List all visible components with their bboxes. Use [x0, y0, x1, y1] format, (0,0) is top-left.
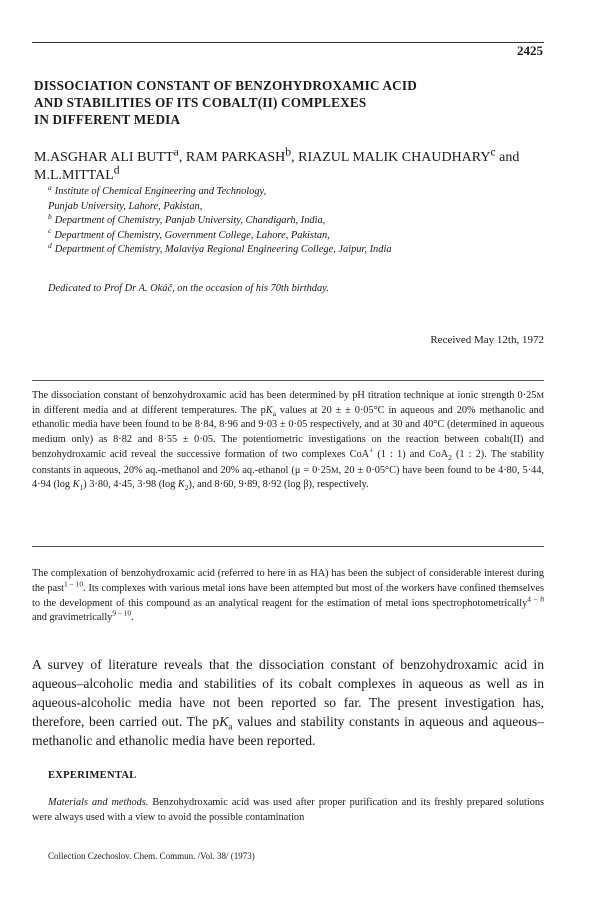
subscript-two: 2 [184, 483, 189, 493]
affiliation-text: Institute of Chemical Engineering and Technology, [54, 186, 267, 197]
abstract-top-rule [32, 380, 544, 381]
subscript-a: a [228, 722, 233, 733]
abstract-bottom-rule [32, 546, 544, 547]
received-date: Received May 12th, 1972 [430, 334, 544, 346]
article-title [34, 77, 554, 128]
section-heading: EXPERIMENTAL [48, 770, 137, 781]
citation: 1 – 10 [63, 579, 84, 589]
affiliation-mark: c [48, 226, 52, 236]
body-text: and gravimetrically [32, 612, 113, 624]
abstract-text: ), and 8·60, 9·89, 8·92 (log β), respectively. [188, 479, 369, 491]
title-line-1: DISSOCIATION CONSTANT OF BENZOHYDROXAMIC ACID [34, 78, 417, 93]
affiliation [48, 226, 568, 244]
symbol-k: K [72, 479, 80, 491]
subscript-one: 1 [79, 483, 84, 493]
citation: 4 – 8 [527, 594, 544, 604]
introduction-paragraph-1 [32, 567, 544, 626]
author-mark: d [113, 163, 120, 177]
author-name: M.ASGHAR ALI BUTT [34, 150, 174, 165]
affiliation-text: Department of Chemistry, Malaviya Regional Engineering College, Jaipur, India [54, 244, 392, 255]
author-list: M.ASGHAR ALI BUTT$^a$, RAM PARKASH$^b$, RIAZUL MALIK CHAUDHARY$^c$ and M.L.MITTAL$^d$ [34, 145, 520, 183]
author-conjunction: and [499, 150, 520, 165]
body-text: . [131, 612, 134, 624]
author-name: M.L.MITTAL [34, 168, 114, 183]
author-mark: c [490, 145, 496, 159]
subscript-two: 2 [448, 452, 452, 462]
affiliation-text: Punjab University, Lahore, Pakistan, [48, 200, 203, 212]
affiliation [48, 211, 568, 229]
body-text: The complexation of benzohydroxamic acid (referred to here in as HA) has been the subject of considerable interest during the past [32, 568, 544, 594]
subscript-a: a [272, 408, 277, 418]
abstract-text: , 20 ± 0·05°C) have been found to be 4·80, 5·44, 4·94 (log [32, 464, 544, 491]
affiliation [48, 200, 568, 215]
body-text: . Its complexes with various metal ions have been attempted but most of the workers have confined themselves to the development of this compound as an analytical reagent for the estimation of metal ions spectrophotometrically [32, 582, 545, 609]
author-mark: a [173, 145, 179, 159]
affiliation-mark: a [48, 182, 52, 192]
abstract-text: in different media and at different temperatures. The p [32, 404, 266, 416]
affiliation-list [48, 182, 568, 258]
symbol-k: K [177, 479, 185, 491]
body-text: Benzohydroxamic acid was used after proper purification and its freshly prepared solutions were always used with a view to avoid the possible contamination [32, 797, 545, 823]
superscript-plus: + [369, 445, 374, 455]
author-mark: b [285, 145, 292, 159]
body-text: values and stability constants in aqueous and aqueous–methanolic and ethanolic media have been reported. [32, 714, 544, 748]
abstract-text: The dissociation constant of benzohydroxamic acid has been determined by pH titration technique at ionic strength 0·25 [32, 390, 537, 401]
run-in-heading: Materials and methods. [48, 797, 149, 808]
introduction-paragraph-2 [32, 655, 544, 750]
affiliation-mark: d [48, 240, 52, 250]
journal-footer: Collection Czechoslov. Chem. Commun. /Vol. 38/ (1973) [48, 851, 255, 861]
page-number: 2425 [517, 43, 543, 58]
unit-molar: M [536, 390, 544, 400]
abstract [32, 388, 544, 493]
citation: 9 – 10 [112, 608, 132, 618]
unit-molar: M [331, 464, 339, 475]
symbol-k: K [265, 404, 273, 416]
title-line-2: AND STABILITIES OF ITS COBALT(II) COMPLEXES [34, 95, 367, 110]
body-text: A survey of literature reveals that the dissociation constant of benzohydroxamic acid in aqueous–alcoholic media and stabilities of its cobalt complexes in aqueous as well as in aqueous-alcoholic media have not been reported so far. The present investigation has, therefore, been carried out. The p [32, 657, 544, 729]
abstract-text: (1 : 1) and CoA [373, 448, 449, 460]
title-line-3: IN DIFFERENT MEDIA [34, 112, 181, 127]
abstract-text: ) 3·80, 4·45, 3·98 (log [83, 479, 178, 491]
author-name: RAM PARKASH [185, 150, 286, 165]
affiliation [48, 240, 568, 258]
affiliation-text: Department of Chemistry, Panjab University, Chandigarh, India, [54, 215, 326, 226]
affiliation-text: Department of Chemistry, Government College, Lahore, Pakistan, [54, 229, 330, 241]
header-rule [32, 42, 544, 43]
abstract-text: (1 : 2). The stability constants in aqueous, 20% aq.-methanol and 20% aq.-ethanol (μ = 0·25 [32, 448, 544, 476]
symbol-k: K [219, 714, 229, 729]
methods-paragraph [32, 796, 544, 826]
abstract-text: values at 20 ± ± 0·05°C in aqueous and 20% methanolic and ethanolic media have been found to be 8·84, 8·96 and 9·03 ± 0·05 respectively, and at 30 and 40°C (determined in aqueous medium only) as 8·82 and 8·55 ± 0·05. The potentiometric investigations on the reaction between cobalt(II) and benzohydroxamic acid reveal the successive formation of two complexes CoA [32, 404, 544, 460]
affiliation [48, 182, 568, 200]
author-name: RIAZUL MALIK CHAUDHARY [298, 150, 491, 165]
affiliation-mark: b [48, 211, 52, 221]
dedication: Dedicated to Prof Dr A. Okáč, on the occasion of his 70th birthday. [48, 283, 329, 294]
